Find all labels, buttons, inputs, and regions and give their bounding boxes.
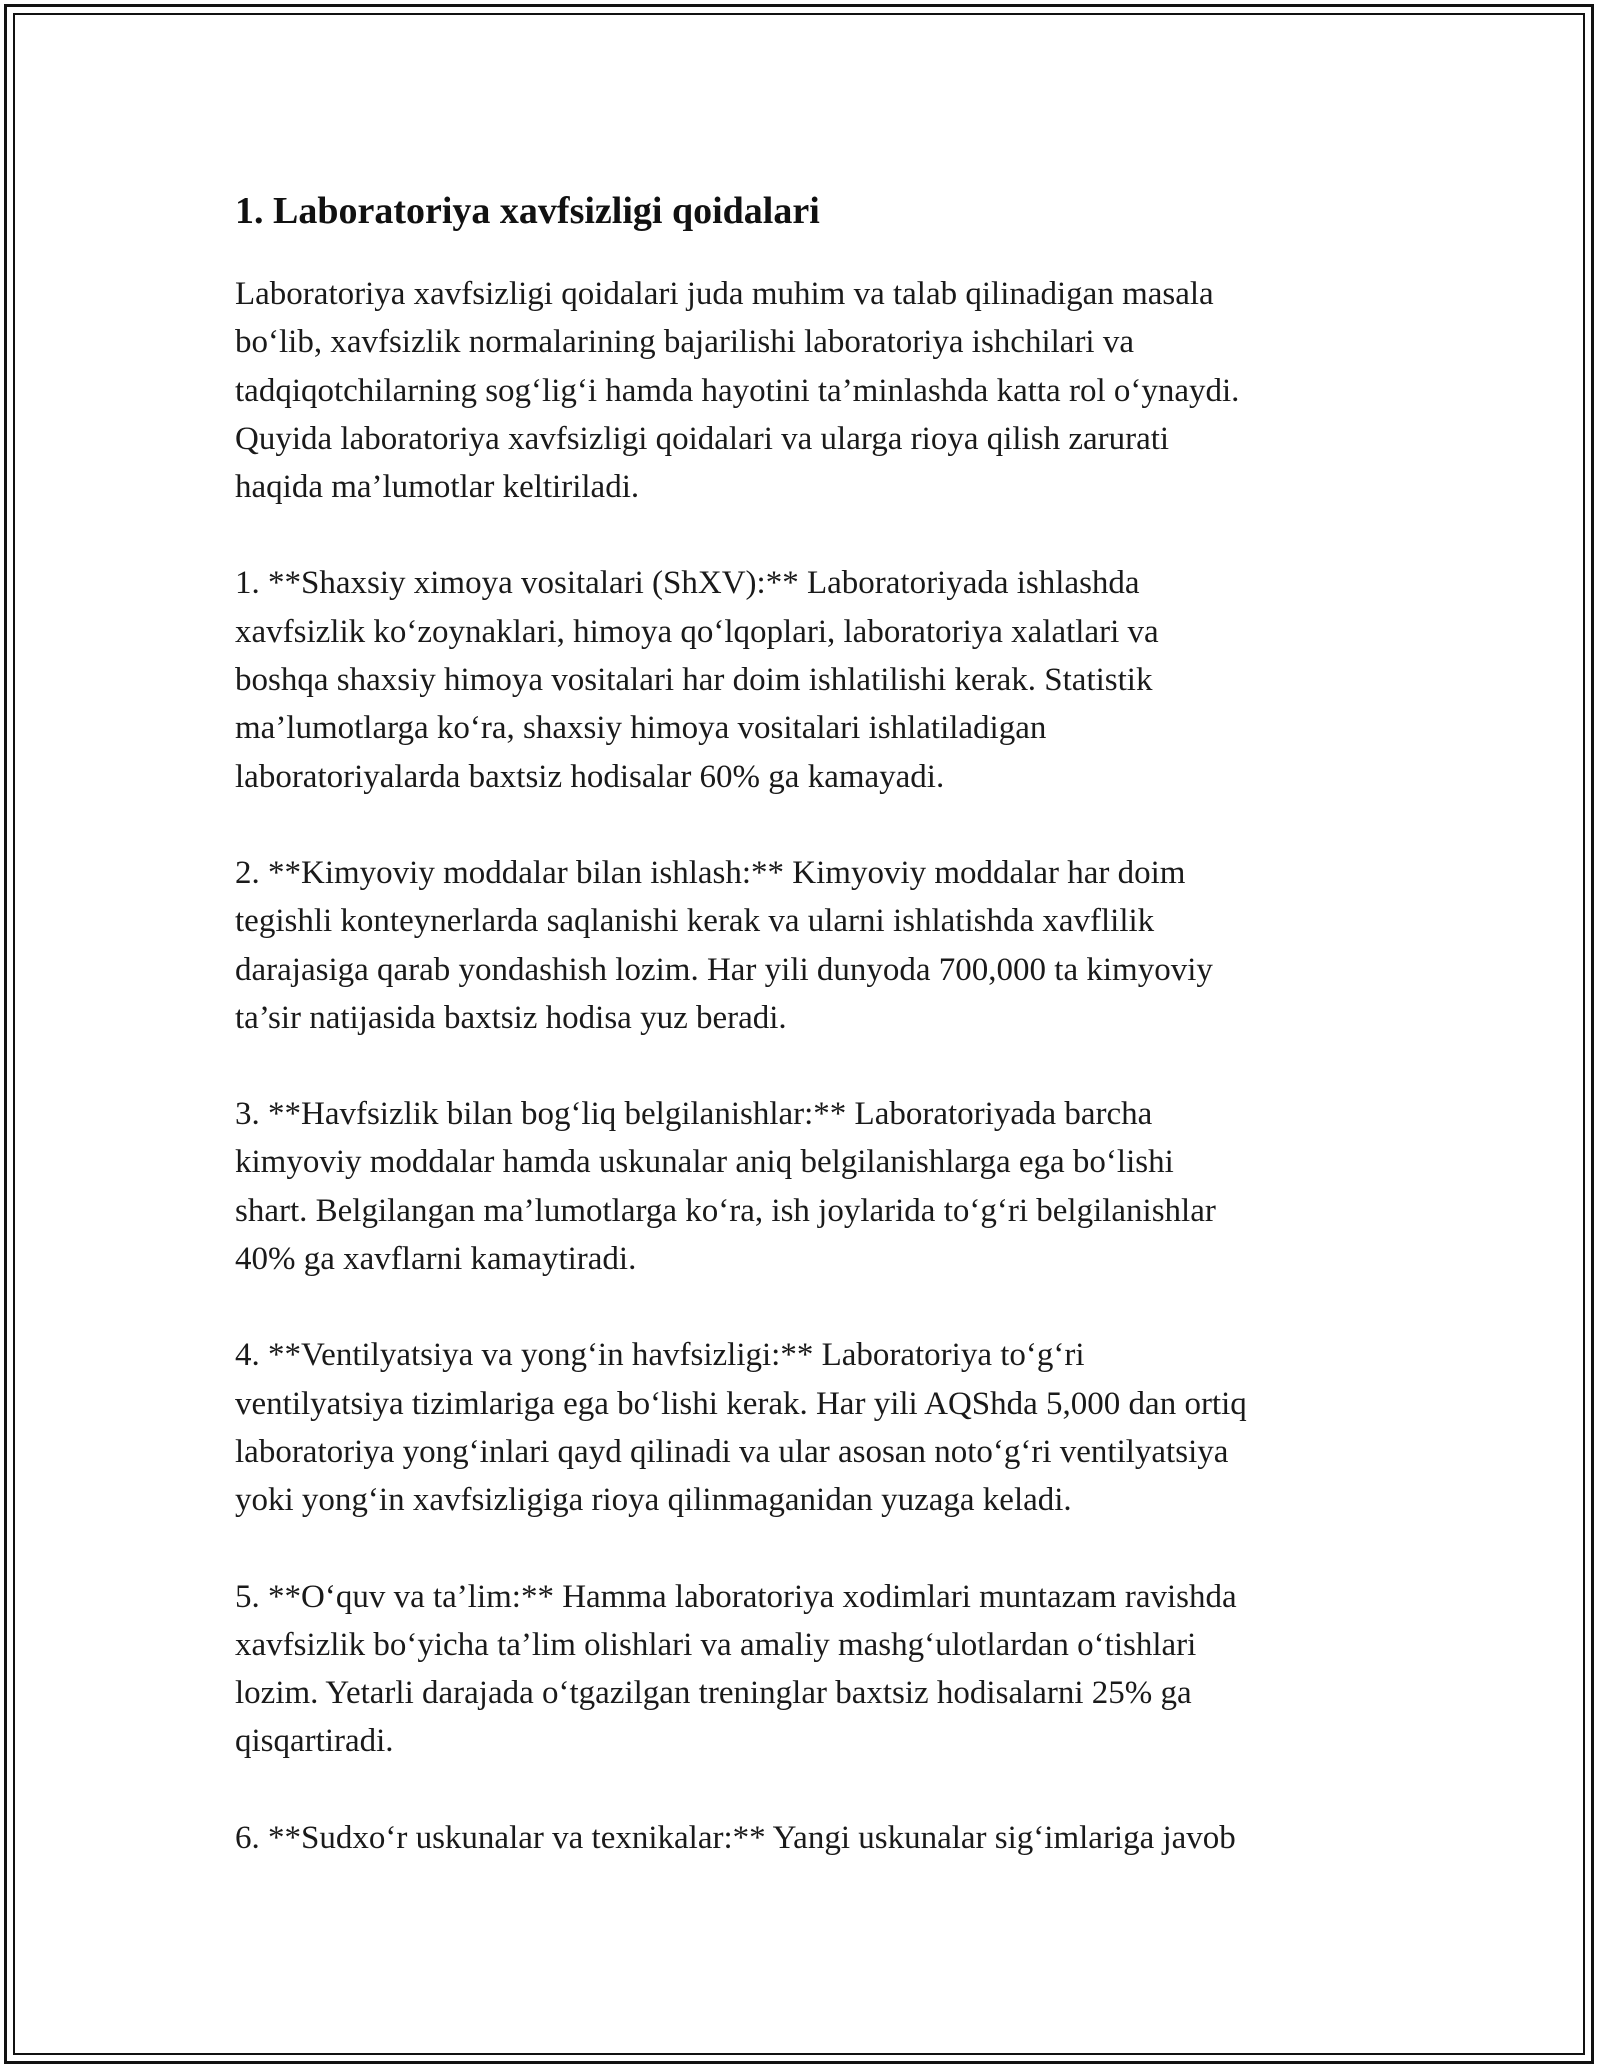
rule-6-paragraph: 6. **Sudxo‘r uskunalar va texnikalar:** Yangi uskunalar sig‘imlariga javob [235, 1819, 1236, 1856]
document-body [235, 186, 1375, 1910]
rule-3-paragraph: 3. **Havfsizlik bilan bog‘liq belgilanishlar:** Laboratoriyada barcha kimyoviy moddalar hamda uskunalar aniq belgilanishlarga ega bo‘lishi shart. Belgilangan ma’lumotlarga ko‘ra, ish joylarida to‘g‘ri belgilanishlar 40% ga xavflarni kamaytiradi. [235, 1096, 1216, 1278]
intro-paragraph: Laboratoriya xavfsizligi qoidalari juda muhim va talab qilinadigan masala bo‘lib, xavfsizlik normalarining bajarilishi laboratoriya ishchilari va tadqiqotchilarning sog‘lig‘i hamda hayotini ta’minlashda katta rol o‘ynaydi. Quyida laboratoriya xavfsizligi qoidalari va ularga rioya qilish zarurati haqida ma’lumotlar keltiriladi. [235, 276, 1240, 506]
rule-1-paragraph: 1. **Shaxsiy ximoya vositalari (ShXV):** Laboratoriyada ishlashda xavfsizlik ko‘zoynaklari, himoya qo‘lqoplari, laboratoriya xalatlari va boshqa shaxsiy himoya vositalari har doim ishlatilishi kerak. Statistik ma’lumotlarga ko‘ra, shaxsiy himoya vositalari ishlatiladigan laboratoriyalarda baxtsiz hodisalar 60% ga kamayadi. [235, 565, 1159, 795]
rule-2-paragraph: 2. **Kimyoviy moddalar bilan ishlash:** Kimyoviy moddalar har doim tegishli konteynerlarda saqlanishi kerak va ularni ishlatishda xavflilik darajasiga qarab yondashish lozim. Har yili dunyoda 700,000 ta kimyoviy ta’sir natijasida baxtsiz hodisa yuz beradi. [235, 854, 1213, 1036]
rule-4-paragraph: 4. **Ventilyatsiya va yong‘in havfsizligi:** Laboratoriya to‘g‘ri ventilyatsiya tizimlariga ega bo‘lishi kerak. Har yili AQShda 5,000 dan ortiq laboratoriya yong‘inlari qayd qilinadi va ular asosan noto‘g‘ri ventilyatsiya yoki yong‘in xavfsizligiga rioya qilinmaganidan yuzaga keladi. [235, 1337, 1247, 1519]
rule-5-paragraph: 5. **O‘quv va ta’lim:** Hamma laboratoriya xodimlari muntazam ravishda xavfsizlik bo‘yicha ta’lim olishlari va amaliy mashg‘ulotlardan o‘tishlari lozim. Yetarli darajada o‘tgazilgan treninglar baxtsiz hodisalarni 25% ga qisqartiradi. [235, 1578, 1237, 1760]
document-title: 1. Laboratoriya xavfsizligi qoidalari [235, 190, 820, 232]
